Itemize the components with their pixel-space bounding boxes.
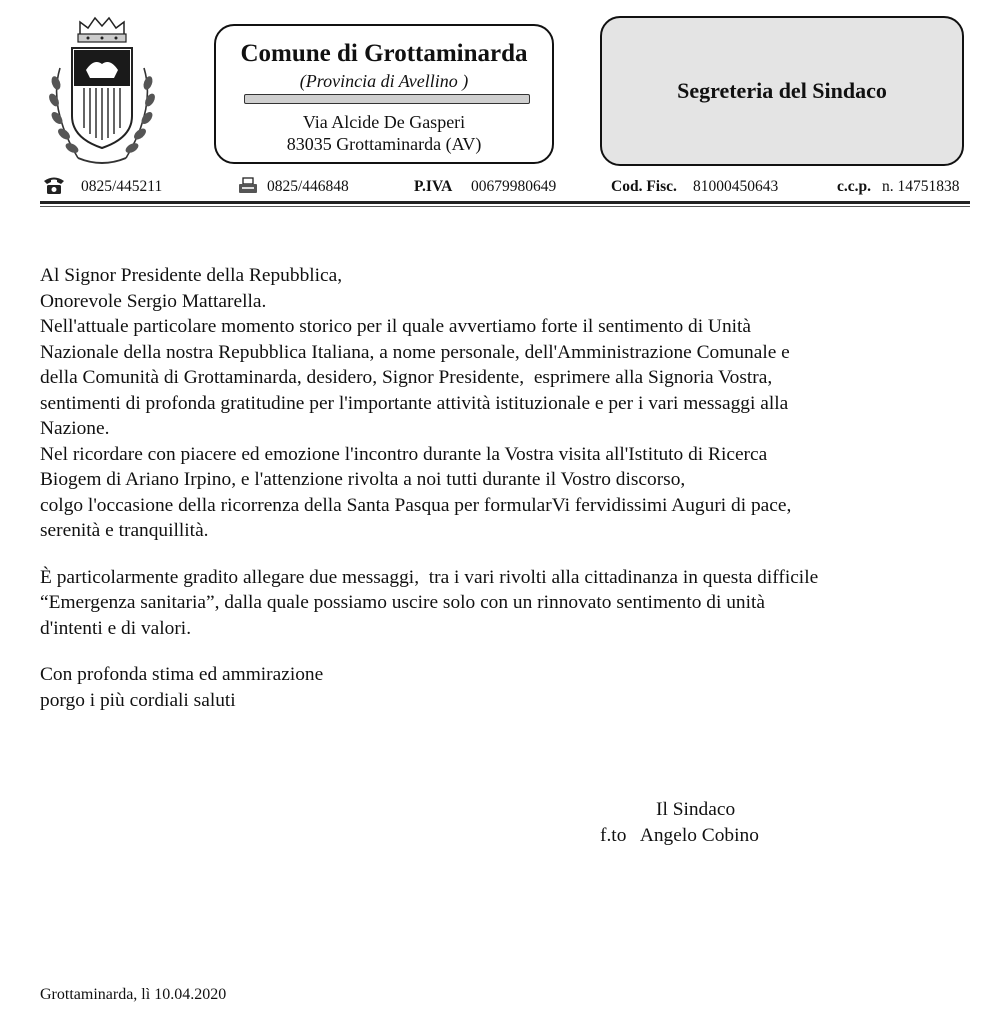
divider-bar: [244, 94, 530, 104]
paragraph-line: Nazione.: [40, 418, 110, 439]
contact-row: [0, 178, 1008, 200]
ccp-label: c.c.p.: [837, 178, 872, 195]
header-rule: [40, 201, 970, 204]
paragraph-line: serenità e tranquillità.: [40, 520, 209, 541]
paragraph-line: della Comunità di Grottaminarda, desidero, Signor Presidente, esprimere alla Signoria Vostra,: [40, 367, 773, 388]
paragraph: [40, 565, 990, 642]
address-street: Via Alcide De Gasperi: [302, 112, 466, 132]
paragraph-line: Nel ricordare con piacere ed emozione l'incontro durante la Vostra visita all'Istituto di Ricerca: [40, 443, 768, 465]
paragraph-line: sentimenti di profonda gratitudine per l'importante attività istituzionale e per i vari messaggi alla: [40, 392, 789, 414]
fax-number: 0825/446848: [267, 178, 349, 195]
closing-line: Con profonda stima ed ammirazione: [40, 664, 324, 685]
fax-icon: [238, 177, 258, 200]
coat-of-arms: [38, 8, 166, 173]
province: (Provincia di Avellino ): [299, 71, 469, 91]
codfisc-label: Cod. Fisc.: [611, 178, 677, 195]
paragraph-line: È particolarmente gradito allegare due messaggi, tra i vari rivolti alla cittadinanza in questa difficile: [40, 566, 819, 588]
comune-name: Comune di Grottaminarda: [240, 40, 528, 67]
piva-value: 00679980649: [471, 178, 557, 195]
paragraph: [40, 314, 990, 442]
office-title: Segreteria del Sindaco: [677, 78, 887, 103]
paragraph: [40, 442, 990, 544]
signature-name: f.to Angelo Cobino: [600, 825, 759, 846]
office-box: [600, 16, 964, 166]
closing-line: porgo i più cordiali saluti: [40, 689, 236, 711]
paragraph-line: Nell'attuale particolare momento storico per il quale avvertiamo forte il sentimento di Unità: [40, 316, 752, 337]
telephone-icon: [42, 175, 66, 200]
closing: [40, 662, 990, 713]
coat-of-arms-icon: [38, 8, 166, 173]
salutation-line: Al Signor Presidente della Repubblica,: [40, 265, 343, 286]
paragraph-line: “Emergenza sanitaria”, dalla quale possiamo uscire solo con un rinnovato sentimento di unità: [40, 592, 765, 613]
header-rule-thin: [40, 206, 970, 207]
letter-body: [40, 263, 990, 713]
paragraph-line: colgo l'occasione della ricorrenza della Santa Pasqua per formularVi fervidissimi Auguri di pace,: [40, 494, 792, 516]
date-line: Grottaminarda, lì 10.04.2020: [40, 986, 227, 1003]
codfisc-value: 81000450643: [693, 178, 779, 195]
ccp-value: n. 14751838: [882, 178, 960, 195]
salutation: [40, 263, 990, 314]
signature-title: Il Sindaco: [656, 799, 736, 820]
paragraph-line: Biogem di Ariano Irpino, e l'attenzione rivolta a noi tutti durante il Vostro discorso,: [40, 469, 686, 490]
address-city: 83035 Grottaminarda (AV): [286, 134, 482, 154]
paragraph-line: Nazionale della nostra Repubblica Italiana, a nome personale, dell'Amministrazione Comunale e: [40, 341, 790, 363]
piva-label: P.IVA: [414, 178, 453, 195]
phone-number: 0825/445211: [81, 178, 163, 195]
paragraph-line: d'intenti e di valori.: [40, 617, 192, 639]
comune-header-box: [214, 24, 554, 164]
salutation-line: Onorevole Sergio Mattarella.: [40, 290, 267, 312]
